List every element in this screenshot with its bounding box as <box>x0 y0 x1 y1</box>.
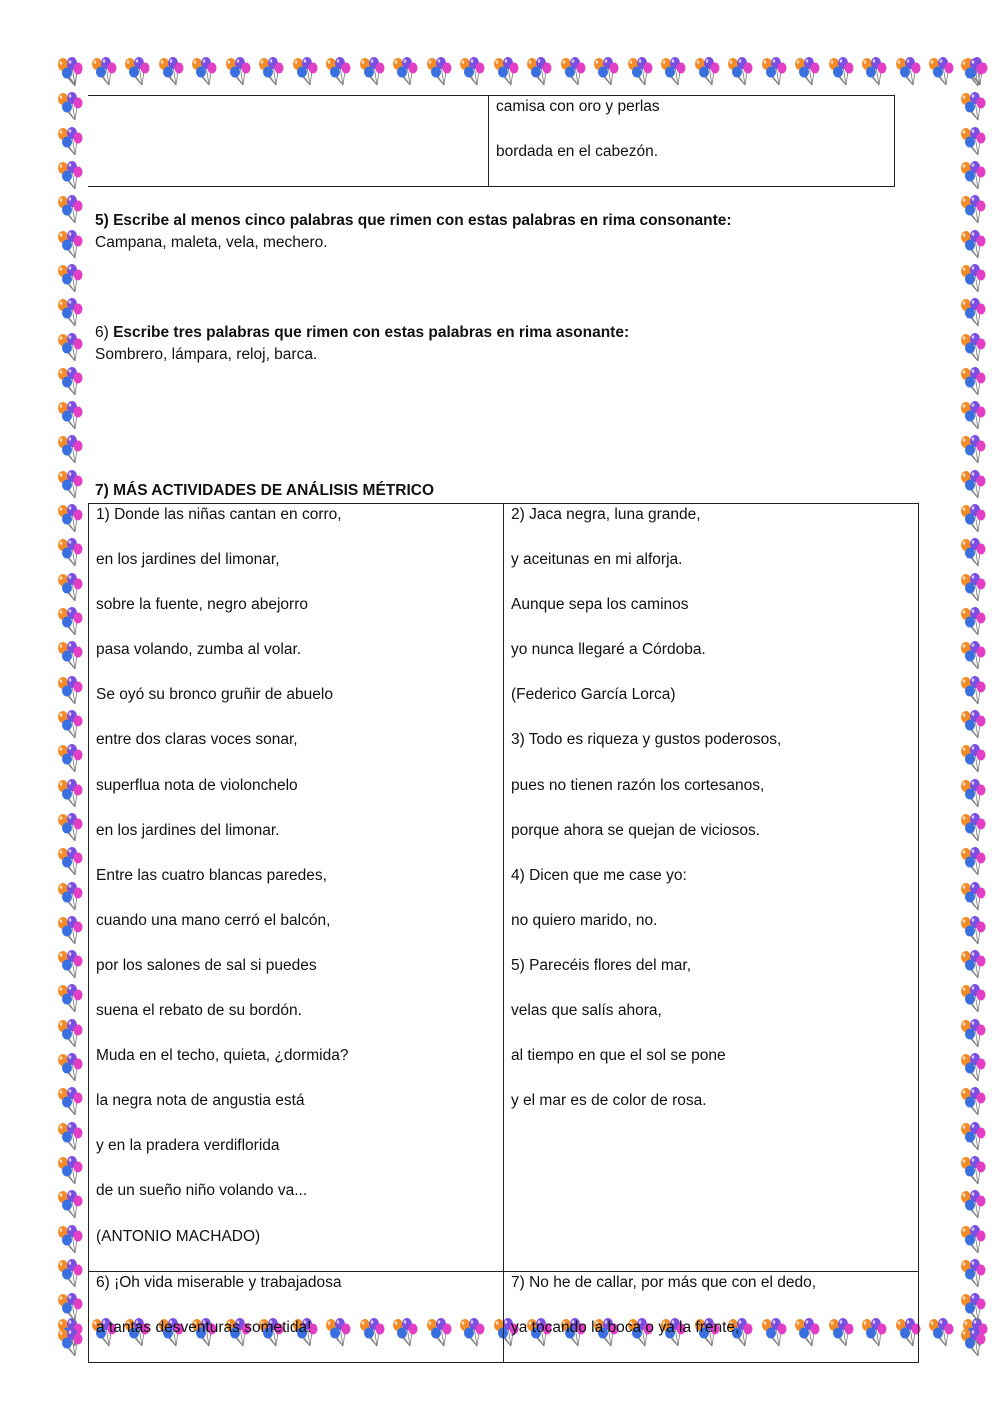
poem-line: Se oyó su bronco gruñir de abuelo <box>96 686 333 704</box>
poem-line: (ANTONIO MACHADO) <box>96 1227 261 1245</box>
poem-column-left <box>89 504 504 1272</box>
poem-line: sobre la fuente, negro abejorro <box>96 596 308 614</box>
poem-line: 6) ¡Oh vida miserable y trabajadosa <box>96 1273 342 1291</box>
poem-line: 3) Todo es riqueza y gustos poderosos, <box>511 731 782 749</box>
poem-line: en los jardines del limonar, <box>96 551 280 569</box>
q6-words: Sombrero, lámpara, reloj, barca. <box>95 346 318 363</box>
q6-title-text: Escribe tres palabras que rimen con estas palabras en rima asonante: <box>113 324 630 341</box>
poem-line: en los jardines del limonar. <box>96 821 280 839</box>
poem-cell-6 <box>89 1271 504 1362</box>
empty-cell <box>88 96 489 187</box>
poem-line: de un sueño niño volando va... <box>96 1182 308 1200</box>
poem-line: pasa volando, zumba al volar. <box>96 641 302 659</box>
poem-line: bordada en el cabezón. <box>496 143 659 161</box>
poem-line: no quiero marido, no. <box>511 911 658 929</box>
poem-line: camisa con oro y perlas <box>496 98 660 115</box>
poem-line: Aunque sepa los caminos <box>511 596 689 614</box>
poem-line: 5) Parecéis flores del mar, <box>511 956 692 974</box>
poem-line: superflua nota de violonchelo <box>96 776 298 794</box>
q6-number: 6) <box>95 324 114 341</box>
poem-line: y aceitunas en mi alforja. <box>511 551 683 569</box>
q6-title <box>95 324 629 342</box>
poem-line: al tiempo en que el sol se pone <box>511 1047 726 1065</box>
poem-table-top <box>88 95 895 187</box>
poem-line: a tantas desventuras sometida! <box>96 1318 312 1336</box>
poem-line: y el mar es de color de rosa. <box>511 1092 707 1110</box>
q5-title: 5) Escribe al menos cinco palabras que rimen con estas palabras en rima consonante: <box>95 212 732 229</box>
poem-line: ya tocando la boca o ya la frente, <box>511 1318 740 1336</box>
poem-cell-7 <box>504 1271 919 1362</box>
poem-cell-right <box>489 96 895 187</box>
q5-words: Campana, maleta, vela, mechero. <box>95 234 328 251</box>
poem-line: Muda en el techo, quieta, ¿dormida? <box>96 1047 349 1065</box>
poem-line: cuando una mano cerró el balcón, <box>96 911 331 929</box>
poem-column-right <box>504 504 919 1272</box>
poem-line: yo nunca llegaré a Córdoba. <box>511 641 706 659</box>
poem-line: pues no tienen razón los cortesanos, <box>511 776 765 794</box>
poem-line: velas que salís ahora, <box>511 1002 662 1020</box>
poem-line: 2) Jaca negra, luna grande, <box>511 506 701 523</box>
poem-line: Entre las cuatro blancas paredes, <box>96 866 327 884</box>
poem-line: 4) Dicen que me case yo: <box>511 866 687 884</box>
poem-line: y en la pradera verdiflorida <box>96 1137 280 1155</box>
poem-line: 7) No he de callar, por más que con el dedo, <box>511 1273 817 1291</box>
poem-line: porque ahora se quejan de viciosos. <box>511 821 761 839</box>
poem-line: suena el rebato de su bordón. <box>96 1002 302 1020</box>
q7-title: 7) MÁS ACTIVIDADES DE ANÁLISIS MÉTRICO <box>95 482 435 499</box>
poem-line: entre dos claras voces sonar, <box>96 731 298 749</box>
poem-line: la negra nota de angustia está <box>96 1092 305 1110</box>
poem-line: por los salones de sal si puedes <box>96 956 317 974</box>
poems-table <box>88 503 919 1363</box>
poem-line: (Federico García Lorca) <box>511 686 676 704</box>
poem-line: 1) Donde las niñas cantan en corro, <box>96 506 342 523</box>
